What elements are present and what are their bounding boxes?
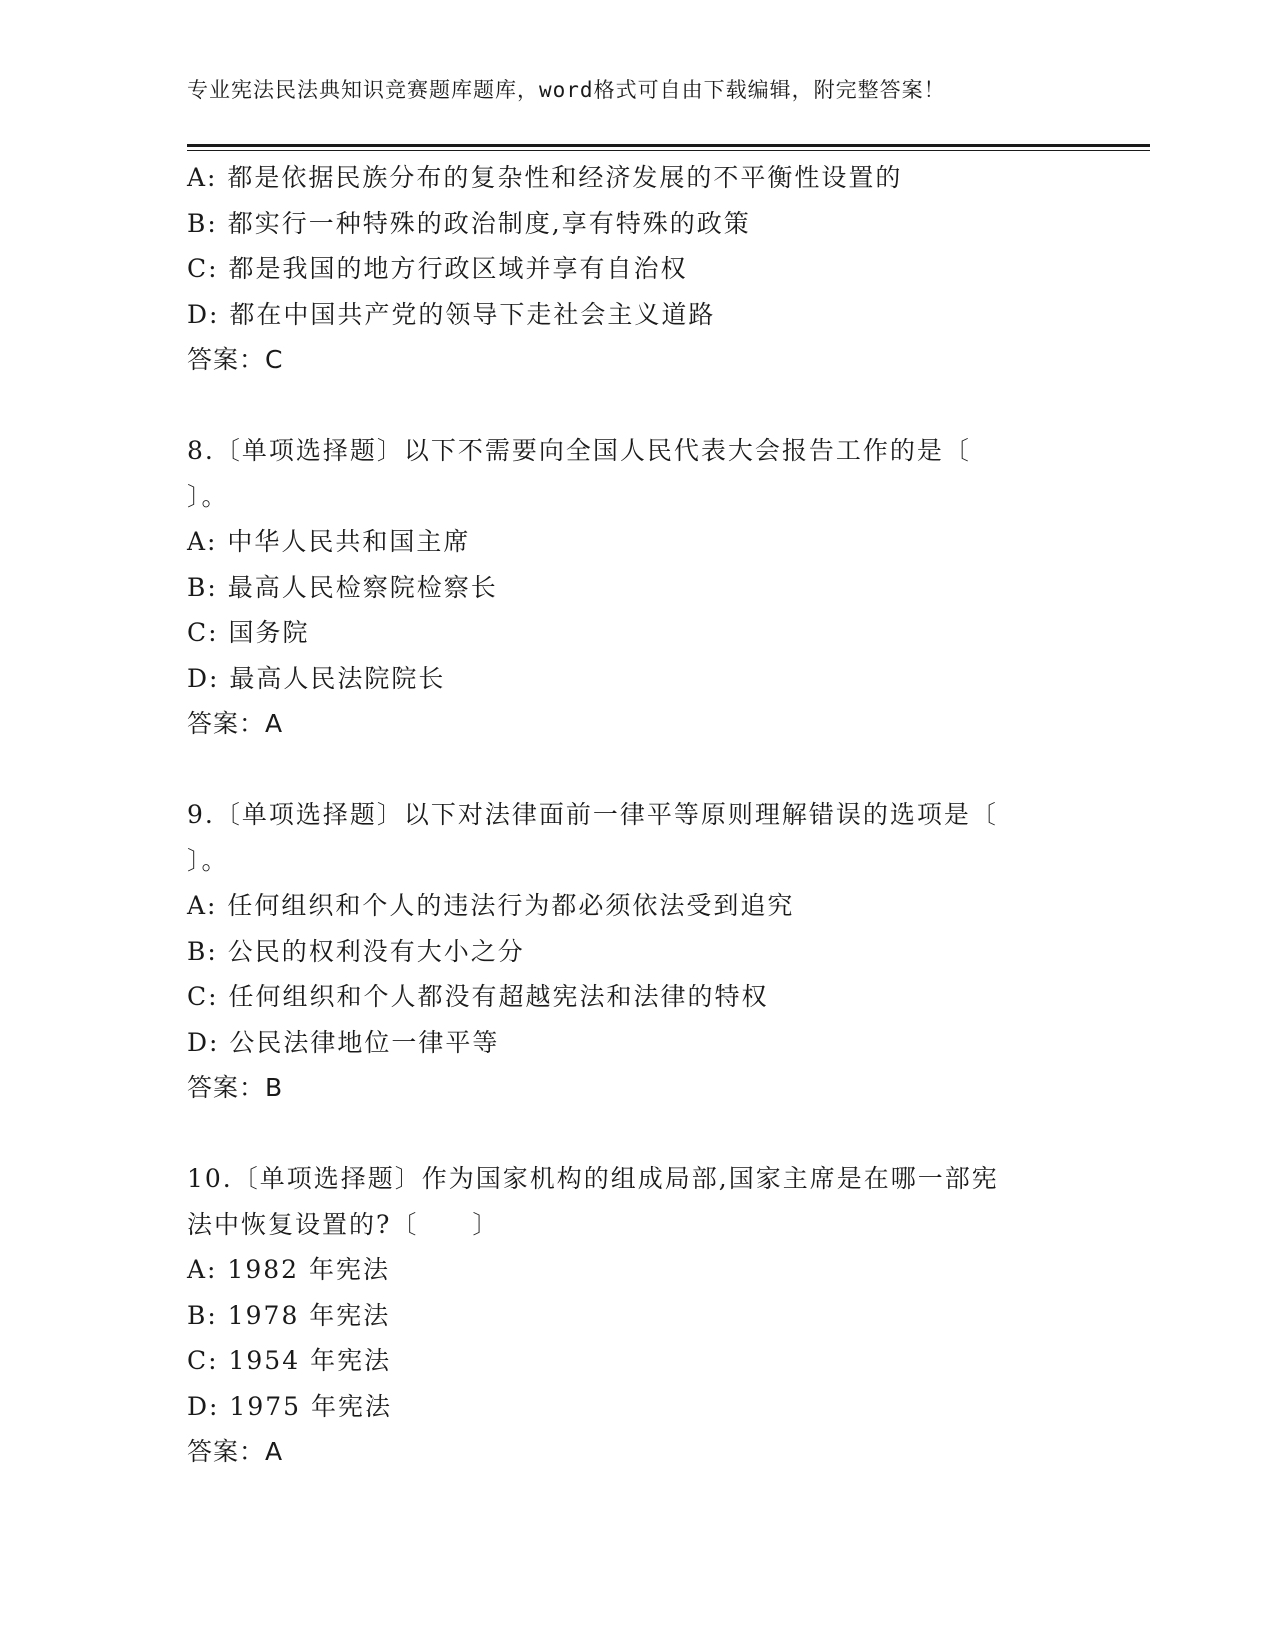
question-stem: 9.〔单项选择题〕以下对法律面前一律平等原则理解错误的选项是〔 xyxy=(187,800,998,829)
option-a: A: 1982 年宪法 xyxy=(187,1255,390,1284)
spacer xyxy=(187,1111,1087,1157)
question-list xyxy=(187,155,1087,1475)
option-d: D: 都在中国共产党的领导下走社会主义道路 xyxy=(187,299,716,329)
page-header: 专业宪法民法典知识竞赛题库题库，word格式可自由下载编辑，附完整答案！ xyxy=(187,78,946,102)
option-d: D: 公民法律地位一律平等 xyxy=(187,1027,500,1057)
header-rule-thick xyxy=(187,144,1150,147)
option-c: C: 1954 年宪法 xyxy=(187,1346,392,1375)
option-b: B: 都实行一种特殊的政治制度,享有特殊的政策 xyxy=(187,208,751,238)
question-8 xyxy=(187,428,1087,747)
option-b: B: 公民的权利没有大小之分 xyxy=(187,936,525,966)
header-rule-thin xyxy=(187,150,1150,151)
answer-line: 答案：A xyxy=(187,1437,284,1466)
answer-line: 答案：A xyxy=(187,709,284,738)
option-c: C: 任何组织和个人都没有超越宪法和法律的特权 xyxy=(187,982,769,1011)
question-10 xyxy=(187,1156,1087,1475)
question-9 xyxy=(187,792,1087,1111)
answer-line: 答案：C xyxy=(187,345,284,374)
option-c: C: 国务院 xyxy=(187,618,310,647)
option-d: D: 1975 年宪法 xyxy=(187,1391,392,1421)
option-b: B: 1978 年宪法 xyxy=(187,1300,391,1330)
option-d: D: 最高人民法院院长 xyxy=(187,663,446,693)
option-a: A: 中华人民共和国主席 xyxy=(187,527,471,556)
option-b: B: 最高人民检察院检察长 xyxy=(187,572,498,602)
question-stem-continued: 〕。 xyxy=(187,845,229,875)
option-a: A: 都是依据民族分布的复杂性和经济发展的不平衡性设置的 xyxy=(187,163,903,192)
spacer xyxy=(187,747,1087,793)
answer-line: 答案：B xyxy=(187,1073,284,1102)
question-7-options xyxy=(187,155,1087,383)
option-a: A: 任何组织和个人的违法行为都必须依法受到追究 xyxy=(187,891,795,920)
question-stem-continued: 〕。 xyxy=(187,481,229,511)
question-stem-continued: 法中恢复设置的?〔 〕 xyxy=(187,1209,500,1239)
option-c: C: 都是我国的地方行政区域并享有自治权 xyxy=(187,254,688,283)
question-stem: 10.〔单项选择题〕作为国家机构的组成局部,国家主席是在哪一部宪 xyxy=(187,1164,999,1193)
spacer xyxy=(187,383,1087,429)
question-stem: 8.〔单项选择题〕以下不需要向全国人民代表大会报告工作的是〔 xyxy=(187,436,971,465)
